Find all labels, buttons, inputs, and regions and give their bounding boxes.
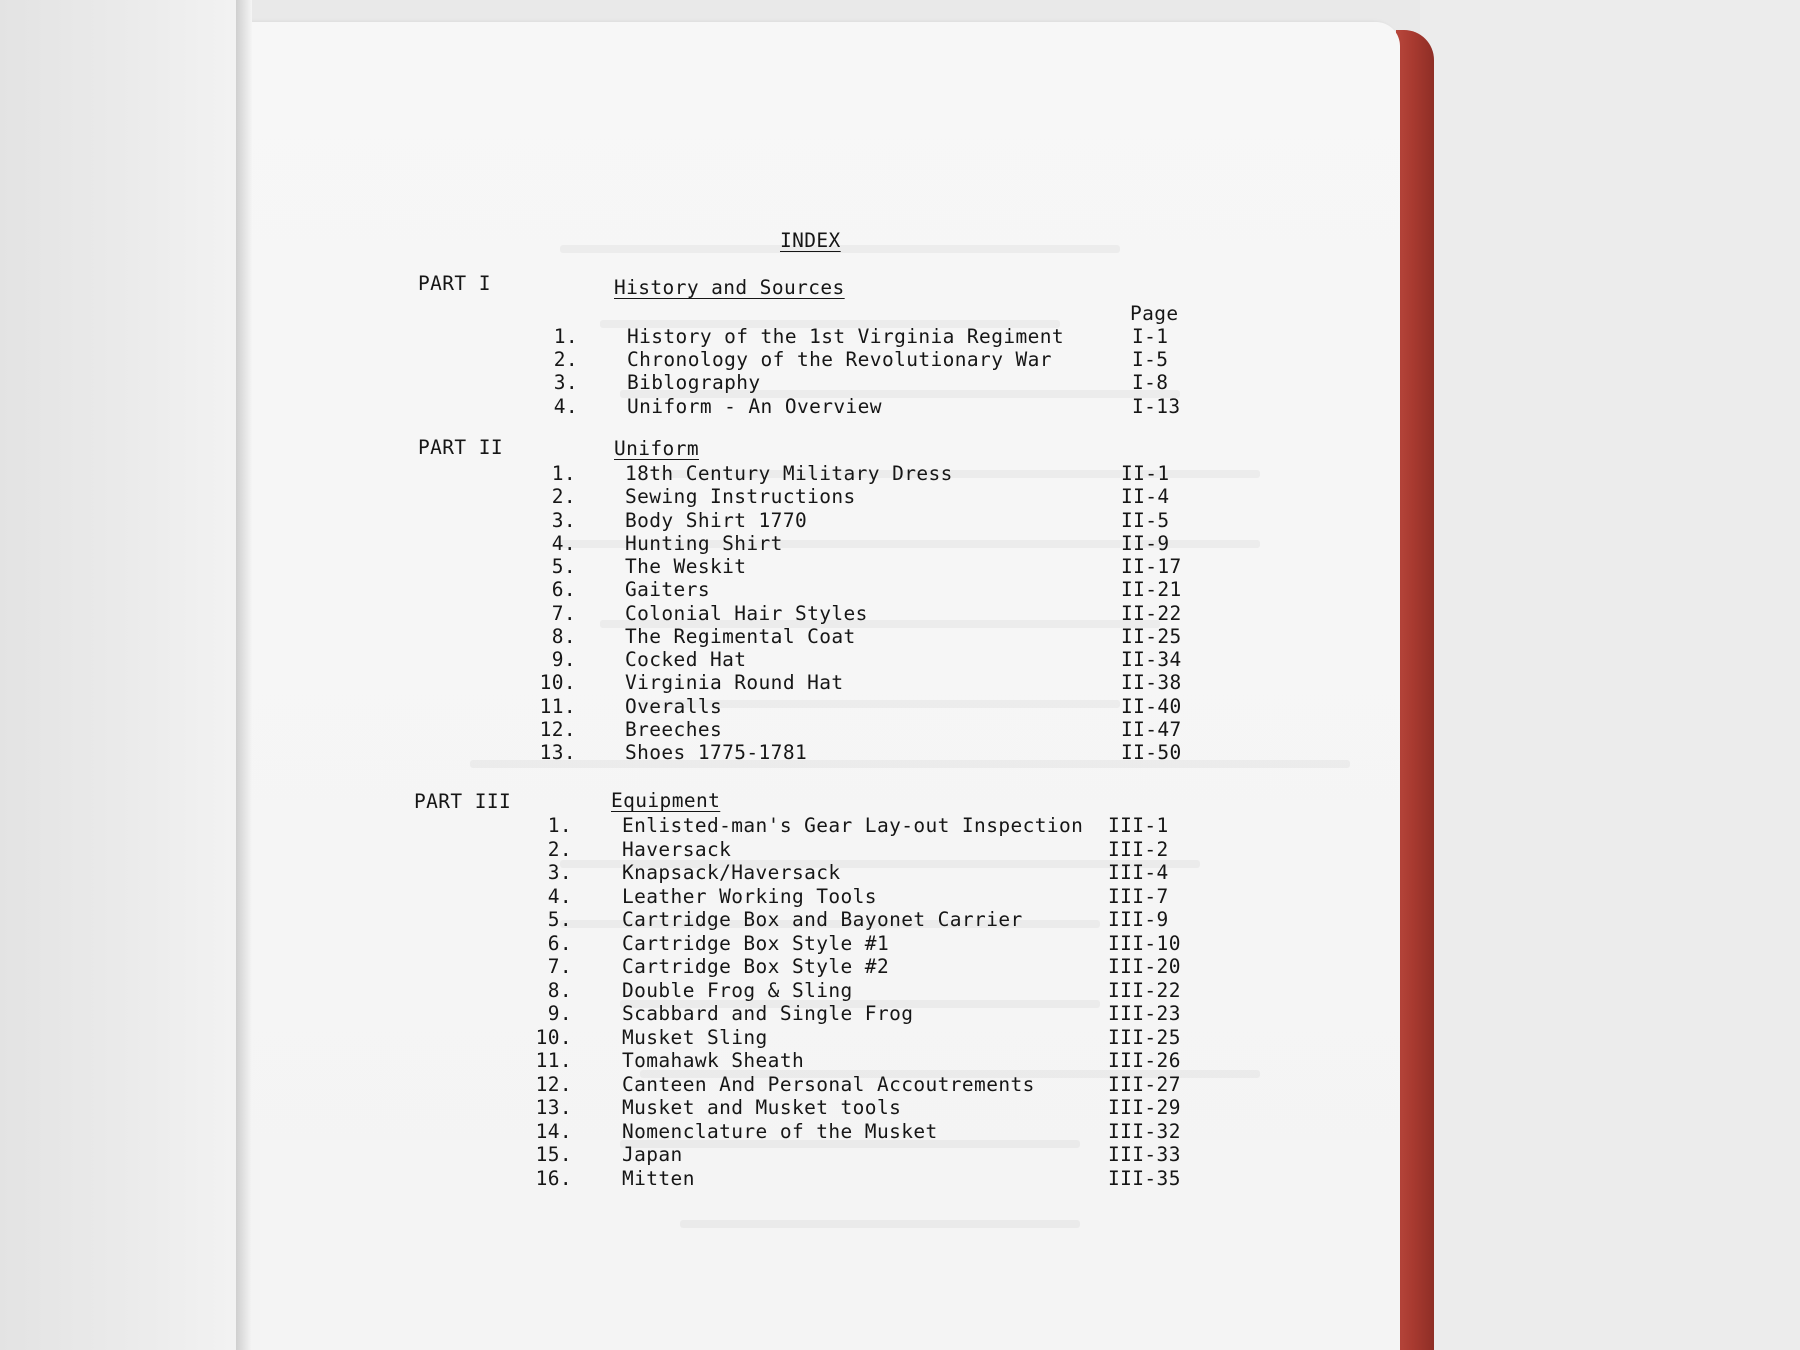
part-label: PART III bbox=[414, 790, 512, 813]
entry-title: Cartridge Box Style #1 bbox=[622, 931, 890, 955]
entry-number: 7. bbox=[551, 601, 576, 625]
entry-page: I-13 bbox=[1132, 394, 1181, 418]
entry-number: 9. bbox=[547, 1002, 572, 1025]
entry-page: III-25 bbox=[1108, 1025, 1181, 1049]
entry-number: 10. bbox=[535, 1025, 572, 1049]
entry-page: III-27 bbox=[1108, 1072, 1181, 1096]
entry-number: 6. bbox=[547, 931, 572, 955]
entry-page: III-20 bbox=[1108, 955, 1181, 978]
entry-title: Double Frog & Sling bbox=[622, 978, 853, 1002]
entry-page: II-50 bbox=[1121, 741, 1182, 764]
entry-title: Hunting Shirt bbox=[625, 531, 783, 555]
entry-number: 9. bbox=[551, 648, 576, 671]
part-heading: History and Sources bbox=[614, 276, 845, 299]
entry-page: III-33 bbox=[1108, 1143, 1181, 1166]
entry-number: 12. bbox=[539, 717, 576, 741]
entry-page: II-38 bbox=[1121, 671, 1182, 695]
entry-page: III-7 bbox=[1108, 884, 1169, 908]
entry-number: 12. bbox=[535, 1072, 572, 1096]
entry-page: III-35 bbox=[1108, 1166, 1181, 1190]
entry-title: Musket and Musket tools bbox=[622, 1096, 902, 1119]
entry-number: 6. bbox=[551, 578, 576, 602]
entry-title: Leather Working Tools bbox=[622, 884, 877, 908]
entry-page: II-4 bbox=[1121, 485, 1170, 509]
table-surface bbox=[1420, 0, 1800, 1350]
entry-number: 13. bbox=[535, 1096, 572, 1119]
entry-number: 2. bbox=[547, 837, 572, 861]
entry-title: Sewing Instructions bbox=[625, 485, 856, 509]
entry-title: Japan bbox=[622, 1143, 683, 1166]
entry-number: 3. bbox=[547, 861, 572, 884]
entry-title: Chronology of the Revolutionary War bbox=[627, 348, 1052, 372]
entry-page: II-17 bbox=[1121, 555, 1182, 578]
entry-number: 15. bbox=[535, 1143, 572, 1166]
entry-page: I-8 bbox=[1132, 371, 1169, 395]
book-cover-edge bbox=[1396, 30, 1434, 1350]
entry-page: III-22 bbox=[1108, 978, 1181, 1002]
entry-number: 1. bbox=[551, 462, 576, 485]
entry-title: Canteen And Personal Accoutrements bbox=[622, 1072, 1035, 1096]
entry-page: III-23 bbox=[1108, 1002, 1181, 1025]
book-gutter bbox=[236, 0, 252, 1350]
entry-page: II-22 bbox=[1121, 601, 1182, 625]
entry-page: III-9 bbox=[1108, 908, 1169, 931]
part-heading: Equipment bbox=[611, 789, 721, 812]
entry-page: II-1 bbox=[1121, 462, 1170, 485]
entry-page: II-9 bbox=[1121, 531, 1170, 555]
entry-number: 11. bbox=[535, 1049, 572, 1072]
entry-page: III-26 bbox=[1108, 1049, 1181, 1072]
entry-number: 10. bbox=[539, 671, 576, 695]
entry-title: Scabbard and Single Frog bbox=[622, 1002, 914, 1025]
entry-page: III-32 bbox=[1108, 1119, 1181, 1143]
entry-number: 14. bbox=[535, 1119, 572, 1143]
entry-title: Tomahawk Sheath bbox=[622, 1049, 805, 1072]
entry-title: Overalls bbox=[625, 694, 723, 718]
entry-page: III-29 bbox=[1108, 1096, 1181, 1119]
entry-number: 4. bbox=[551, 531, 576, 555]
entry-title: Haversack bbox=[622, 837, 732, 861]
bleed-through-line bbox=[470, 760, 1350, 768]
entry-number: 13. bbox=[539, 741, 576, 764]
entry-page: I-5 bbox=[1132, 348, 1169, 372]
entry-number: 4. bbox=[547, 884, 572, 908]
entry-page: III-2 bbox=[1108, 837, 1169, 861]
entry-title: Enlisted-man's Gear Lay-out Inspection bbox=[622, 814, 1084, 837]
entry-page: II-25 bbox=[1121, 624, 1182, 648]
entry-number: 3. bbox=[551, 508, 576, 532]
entry-page: II-21 bbox=[1121, 578, 1182, 602]
entry-number: 3. bbox=[553, 371, 578, 395]
entry-title: Mitten bbox=[622, 1166, 695, 1190]
entry-title: Cartridge Box and Bayonet Carrier bbox=[622, 908, 1023, 931]
entry-number: 1. bbox=[547, 814, 572, 837]
entry-title: Uniform - An Overview bbox=[627, 394, 882, 418]
entry-number: 4. bbox=[553, 394, 578, 418]
entry-number: 8. bbox=[551, 624, 576, 648]
entry-page: II-47 bbox=[1121, 717, 1182, 741]
part-heading: Uniform bbox=[614, 437, 699, 460]
page-column-header: Page bbox=[1130, 302, 1179, 325]
entry-title: Colonial Hair Styles bbox=[625, 601, 868, 625]
entry-number: 2. bbox=[551, 485, 576, 509]
entry-page: II-40 bbox=[1121, 694, 1182, 718]
entry-number: 11. bbox=[539, 694, 576, 718]
entry-title: Shoes 1775-1781 bbox=[625, 741, 808, 764]
entry-page: II-34 bbox=[1121, 648, 1182, 671]
entry-title: Nomenclature of the Musket bbox=[622, 1119, 938, 1143]
index-title: INDEX bbox=[780, 229, 841, 252]
entry-number: 1. bbox=[553, 325, 578, 348]
entry-page: III-1 bbox=[1108, 814, 1169, 837]
entry-number: 2. bbox=[553, 348, 578, 372]
entry-number: 5. bbox=[551, 555, 576, 578]
entry-page: III-4 bbox=[1108, 861, 1169, 884]
bleed-through-line bbox=[680, 1220, 1080, 1228]
entry-title: Body Shirt 1770 bbox=[625, 508, 808, 532]
entry-title: Knapsack/Haversack bbox=[622, 861, 841, 884]
entry-page: I-1 bbox=[1132, 325, 1169, 348]
left-page bbox=[0, 0, 248, 1350]
entry-page: II-5 bbox=[1121, 508, 1170, 532]
entry-page: III-10 bbox=[1108, 931, 1181, 955]
entry-number: 5. bbox=[547, 908, 572, 931]
entry-title: 18th Century Military Dress bbox=[625, 462, 953, 485]
entry-title: History of the 1st Virginia Regiment bbox=[627, 325, 1065, 348]
entry-title: The Weskit bbox=[625, 555, 747, 578]
entry-number: 7. bbox=[547, 955, 572, 978]
entry-title: Biblography bbox=[627, 371, 761, 395]
part-label: PART I bbox=[418, 272, 491, 295]
entry-number: 16. bbox=[535, 1166, 572, 1190]
entry-title: Cocked Hat bbox=[625, 648, 747, 671]
part-label: PART II bbox=[418, 436, 503, 459]
entry-title: Cartridge Box Style #2 bbox=[622, 955, 890, 978]
entry-title: Gaiters bbox=[625, 578, 710, 602]
entry-title: Musket Sling bbox=[622, 1025, 768, 1049]
entry-title: Virginia Round Hat bbox=[625, 671, 844, 695]
entry-title: Breeches bbox=[625, 717, 723, 741]
entry-number: 8. bbox=[547, 978, 572, 1002]
entry-title: The Regimental Coat bbox=[625, 624, 856, 648]
